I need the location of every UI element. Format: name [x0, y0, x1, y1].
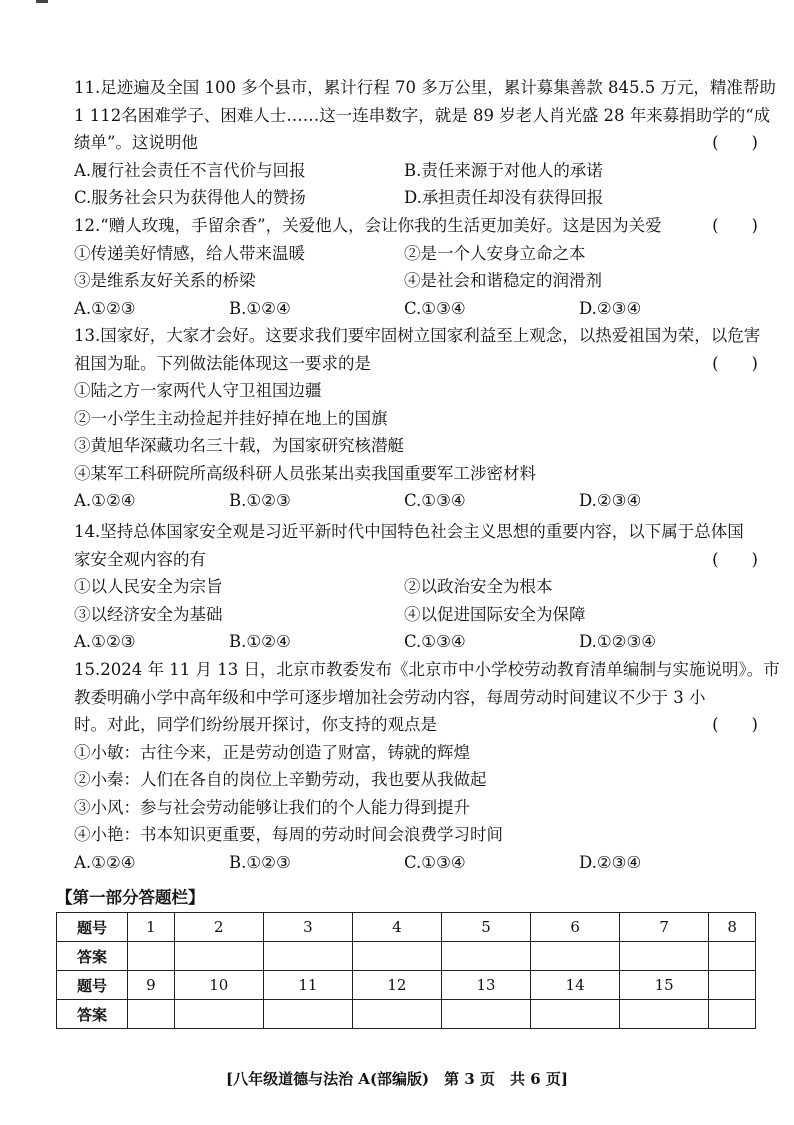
num-cell: 15	[620, 971, 709, 1000]
answer-section-title: 【第一部分答题栏】	[56, 888, 205, 907]
num-cell: 1	[128, 913, 175, 942]
q13-line-1: 13.国家好，大家才会好。这要求我们要牢固树立国家利益至上观念，以热爱祖国为荣，以危害	[74, 326, 761, 345]
q15-line-2: 教委明确小学中高年级和中学可逐步增加社会劳动内容，每周劳动时间建议不少于 3 小	[74, 687, 706, 707]
q13-statement-1: ①陆之方一家两代人守卫祖国边疆	[74, 381, 322, 400]
q12-line-1-text: 12.“赠人玫瑰，手留余香”，关爱他人，会让你我的生活更加美好。这是因为关爱	[74, 216, 662, 235]
q14-choice-c: C.①③④	[404, 632, 466, 651]
answer-cell[interactable]	[128, 942, 175, 971]
q14-choice-b: B.①②④	[229, 632, 291, 651]
q14-line-2	[74, 546, 764, 574]
q14-line-2-text: 家安全观内容的有	[74, 549, 206, 569]
q12-statement-4: ④是社会和谐稳定的润滑剂	[404, 271, 602, 290]
q13-statement-3: ③黄旭华深藏功名三十载，为国家研究核潜艇	[74, 436, 404, 455]
q12-line-1	[74, 212, 764, 240]
num-cell: 7	[620, 913, 709, 942]
answer-table-num-row-2	[57, 971, 756, 1000]
num-cell: 9	[128, 971, 175, 1000]
num-cell: 6	[531, 913, 620, 942]
q14-statements-row-1	[74, 573, 764, 601]
q11-line-3	[74, 129, 764, 157]
q15-choice-a: A.①②④	[74, 852, 136, 872]
q15-statement-3: ③小风：参与社会劳动能够让我们的个人能力得到提升	[74, 797, 470, 817]
q15-answer-bracket: ( )	[712, 715, 758, 734]
q13-answer-bracket: ( )	[712, 353, 758, 373]
answer-table-ans-row-1	[57, 942, 756, 971]
answer-cell[interactable]	[531, 942, 620, 971]
q12-statements-row-1	[74, 240, 764, 268]
num-label-2: 题号	[57, 971, 128, 1000]
q14-choices-row	[74, 628, 764, 656]
q15-choices-row	[74, 849, 764, 877]
answer-cell[interactable]	[352, 942, 441, 971]
answer-table	[56, 912, 756, 1029]
q13-statement-2: ②一小学生主动捡起并挂好掉在地上的国旗	[74, 408, 388, 428]
q12-statement-3: ③是维系友好关系的桥梁	[74, 271, 256, 290]
num-cell: 5	[441, 913, 530, 942]
q15-line-3-text: 时。对此，同学们纷纷展开探讨，你支持的观点是	[74, 715, 437, 734]
answer-cell[interactable]	[709, 942, 756, 971]
q14-statement-3: ③以经济安全为基础	[74, 604, 223, 624]
q11-options-row-2	[74, 184, 764, 212]
num-cell: 10	[174, 971, 263, 1000]
num-cell: 8	[709, 913, 756, 942]
num-cell: 11	[263, 971, 352, 1000]
answer-cell[interactable]	[174, 942, 263, 971]
num-label-1: 题号	[57, 913, 128, 942]
q15-choice-b: B.①②③	[229, 852, 291, 872]
page-footer: [八年级道德与法治 A(部编版) 第 3 页 共 6 页]	[225, 1070, 568, 1088]
q11-answer-bracket: ( )	[712, 133, 758, 152]
q14-statements-row-2	[74, 601, 764, 629]
q12-choice-b: B.①②④	[229, 298, 291, 318]
q15-statement-2: ②小秦：人们在各自的岗位上辛勤劳动，我也要从我做起	[74, 770, 487, 789]
q12-statements-row-2	[74, 267, 764, 295]
q15-statement-1: ①小敏：古往今来，正是劳动创造了财富，铸就的辉煌	[74, 742, 470, 762]
q11-option-b: B.责任来源于对他人的承诺	[404, 160, 603, 180]
q11-option-d: D.承担责任却没有获得回报	[404, 188, 604, 207]
q11-option-c: C.服务社会只为获得他人的赞扬	[74, 188, 306, 207]
q15-statement-4: ④小艳：书本知识更重要，每周的劳动时间会浪费学习时间	[74, 825, 503, 844]
q13-choice-c: C.①③④	[404, 491, 466, 510]
q14-choice-d: D.①②③④	[579, 632, 657, 651]
q15-line-3	[74, 711, 764, 739]
question-12	[74, 212, 764, 322]
q12-choice-d: D.②③④	[579, 298, 642, 318]
q14-line-1: 14.坚持总体国家安全观是习近平新时代中国特色社会主义思想的重要内容，以下属于总体国	[74, 522, 744, 541]
q14-statement-4: ④以促进国际安全为保障	[404, 604, 586, 624]
q13-choices-row	[74, 487, 764, 515]
num-cell: 13	[441, 971, 530, 1000]
q11-option-a: A.履行社会责任不言代价与回报	[74, 160, 306, 180]
q15-line-1: 15.2024 年 11 月 13 日，北京市教委发布《北京市中小学校劳动教育清单编制与实施说明》。市	[74, 660, 780, 679]
q12-answer-bracket: ( )	[712, 216, 758, 235]
q13-choice-a: A.①②④	[74, 491, 136, 510]
q14-choice-a: A.①②③	[74, 632, 136, 651]
q11-options-row-1	[74, 157, 764, 185]
question-11	[74, 74, 776, 212]
q11-line-2: 1 112名困难学子、困难人士……这一连串数字，就是 89 岁老人肖光盛 28 年来募捐助学的“成	[74, 105, 771, 125]
q14-answer-bracket: ( )	[712, 549, 758, 569]
q13-choice-d: D.②③④	[579, 491, 642, 510]
q11-line-3-text: 绩单”。这说明他	[74, 133, 198, 152]
num-cell	[709, 971, 756, 1000]
answer-cell[interactable]	[128, 1000, 175, 1029]
answer-cell[interactable]	[709, 1000, 756, 1029]
q13-line-2	[74, 350, 764, 378]
answer-cell[interactable]	[263, 942, 352, 971]
question-14	[74, 518, 764, 656]
q12-statement-1: ①传递美好情感，给人带来温暖	[74, 243, 305, 263]
num-cell: 4	[352, 913, 441, 942]
question-13	[74, 322, 764, 515]
q12-choice-c: C.①③④	[404, 298, 466, 318]
question-15	[74, 656, 780, 876]
scan-mark	[36, 0, 48, 3]
q15-choice-c: C.①③④	[404, 852, 466, 872]
num-cell: 14	[531, 971, 620, 1000]
q14-statement-1: ①以人民安全为宗旨	[74, 577, 223, 596]
q13-line-2-text: 祖国为耻。下列做法能体现这一要求的是	[74, 353, 371, 373]
q13-choice-b: B.①②③	[229, 491, 291, 510]
q11-line-1: 11.足迹遍及全国 100 多个县市，累计行程 70 多万公里，累计募集善款 845.5 万元，精准帮助	[74, 78, 776, 97]
q12-choices-row	[74, 295, 764, 323]
q13-statement-4: ④某军工科研院所高级科研人员张某出卖我国重要军工涉密材料	[74, 463, 536, 483]
num-cell: 3	[263, 913, 352, 942]
ans-label-2: 答案	[57, 1000, 128, 1029]
num-cell: 12	[352, 971, 441, 1000]
answer-cell[interactable]	[441, 942, 530, 971]
num-cell: 2	[174, 913, 263, 942]
answer-cell[interactable]	[352, 1000, 441, 1029]
q14-statement-2: ②以政治安全为根本	[404, 577, 553, 596]
q12-statement-2: ②是一个人安身立命之本	[404, 243, 586, 263]
q12-choice-a: A.①②③	[74, 298, 136, 318]
answer-cell[interactable]	[263, 1000, 352, 1029]
answer-table-num-row-1	[57, 913, 756, 942]
answer-cell[interactable]	[441, 1000, 530, 1029]
q15-choice-d: D.②③④	[579, 852, 642, 872]
ans-label-1: 答案	[57, 942, 128, 971]
answer-cell[interactable]	[531, 1000, 620, 1029]
answer-cell[interactable]	[174, 1000, 263, 1029]
answer-cell[interactable]	[620, 942, 709, 971]
answer-cell[interactable]	[620, 1000, 709, 1029]
answer-table-ans-row-2	[57, 1000, 756, 1029]
